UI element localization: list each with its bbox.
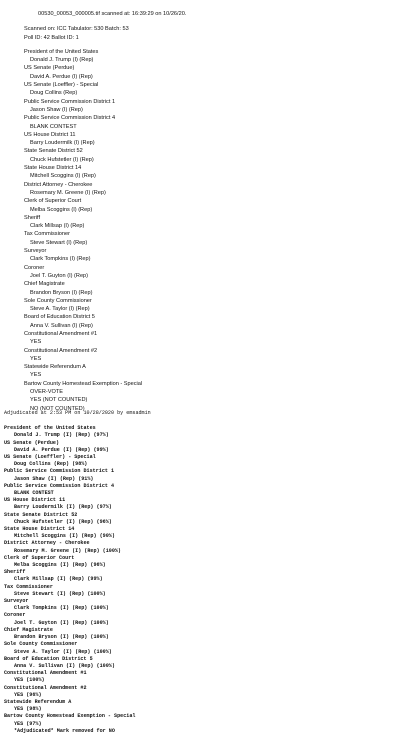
contest-choice: YES [30, 339, 42, 346]
contest-choice: Donald J. Trump (I) (Rep) [30, 57, 94, 64]
contest-title: Constitutional Amendment #2 [4, 684, 87, 691]
contest-choice: YES (97%) [14, 720, 42, 727]
contest-title: Public Service Commission District 1 [4, 468, 115, 475]
contest-title: Clerk of Superior Court [4, 554, 75, 561]
contest-title: Constitutional Amendment #1 [4, 670, 87, 677]
contest-choice: YES [30, 372, 42, 379]
contest-title: President of the United States [4, 425, 96, 432]
contest-choice: Rosemary M. Greene (I) (Rep) [30, 189, 106, 196]
adjudication-stamp: Adjudicated at 2:53 PM on 10/28/2020 by emsadmin [4, 410, 151, 416]
contest-title: District Attorney - Cherokee [24, 181, 93, 188]
contest-choice: YES (96%) [14, 691, 42, 698]
contest-title: District Attorney - Cherokee [4, 540, 90, 547]
contest-title: Surveyor [4, 598, 29, 605]
contest-choice: Joel T. Guyton (I) (Rep) (100%) [14, 619, 109, 626]
contest-choice: Brandon Bryson (I) (Rep) (100%) [14, 634, 109, 641]
contest-title: Surveyor [24, 248, 47, 255]
contest-choice: BLANK CONTEST [14, 490, 54, 497]
contest-choice: Melba Scoggins (I) (Rep) (96%) [14, 562, 106, 569]
contest-choice: Steve A. Taylor (I) (Rep) (100%) [14, 648, 112, 655]
contest-choice: YES [30, 355, 42, 362]
contest-choice: Barry Loudermilk (I) (Rep) (97%) [14, 504, 112, 511]
contest-choice: BLANK CONTEST [30, 123, 77, 130]
contest-choice: Donald J. Trump (I) (Rep) (97%) [14, 432, 109, 439]
contest-title: US House District 11 [4, 497, 66, 504]
contest-title: Tax Commissioner [24, 231, 71, 238]
contest-title: Sheriff [24, 214, 41, 221]
contest-choice: Clark Millsap (I) (Rep) (99%) [14, 576, 103, 583]
scanned-on-line: Scanned on: ICC Tabulator: 530 Batch: 53 [24, 26, 129, 33]
contest-title: State House District 14 [4, 526, 75, 533]
contest-title: Sole County Commissioner [4, 641, 78, 648]
adjudication-contest-list [4, 425, 396, 735]
contest-title: Statewide Referendum A [24, 364, 86, 371]
contest-choice: Doug Collins (Rep) (98%) [14, 461, 88, 468]
contest-title: Chief Magistrate [4, 626, 53, 633]
contest-choice: Joel T. Guyton (I) (Rep) [30, 272, 89, 279]
contest-title: US Senate (Perdue) [4, 439, 60, 446]
contest-title: President of the United States [24, 48, 99, 55]
contest-choice: YES (98%) [14, 706, 42, 713]
contest-title: Board of Education District 5 [24, 314, 95, 321]
contest-choice: YES (NOT COUNTED) [30, 397, 88, 404]
contest-title: US House District 11 [24, 131, 76, 138]
contest-choice: Chuck Hufstetler (I) (Rep) [30, 156, 94, 163]
contest-choice: Steve A. Taylor (I) (Rep) [30, 306, 90, 313]
contest-choice: Jason Shaw (I) (Rep) (91%) [14, 475, 94, 482]
contest-choice: Doug Collins (Rep) [30, 90, 78, 97]
adjudication-section [4, 410, 396, 735]
contest-choice: OVER-VOTE [30, 389, 63, 396]
contest-title: Sheriff [4, 569, 26, 576]
poll-id-line: Poll ID: 42 Ballot ID: 1 [24, 34, 79, 41]
contest-title: Public Service Commission District 4 [4, 482, 115, 489]
contest-choice: Melba Scoggins (I) (Rep) [30, 206, 93, 213]
contest-title: Coroner [24, 264, 45, 271]
scan-header: 00530_00053_000005.tif scanned at: 16:39:29 on 10/26/20. [38, 11, 187, 17]
contest-title: Sole County Commissioner [24, 297, 92, 304]
contest-title: Public Service Commission District 1 [24, 98, 116, 105]
contest-title: Coroner [4, 612, 26, 619]
contest-title: Constitutional Amendment #1 [24, 330, 98, 337]
contest-choice: Rosemary M. Greene (I) (Rep) (100%) [14, 547, 121, 554]
contest-title: Constitutional Amendment #2 [24, 347, 98, 354]
contest-title: Bartow County Homestead Exemption - Special [24, 380, 143, 387]
contest-choice: YES (100%) [14, 677, 45, 684]
contest-title: US Senate (Loeffler) - Special [24, 82, 99, 89]
contest-choice: David A. Perdue (I) (Rep) (99%) [14, 446, 109, 453]
contest-title: Tax Commissioner [4, 583, 53, 590]
contest-title: Board of Education District 5 [4, 655, 93, 662]
contest-choice: NO (NOT COUNTED) [30, 405, 85, 412]
scan-contest-list [24, 48, 384, 413]
contest-choice: Clark Millsap (I) (Rep) [30, 223, 85, 230]
contest-choice: Anna V. Sullivan (I) (Rep) [30, 322, 93, 329]
contest-choice: Chuck Hufstetler (I) (Rep) (96%) [14, 518, 112, 525]
contest-title: Public Service Commission District 4 [24, 115, 116, 122]
contest-title: Chief Magistrate [24, 281, 65, 288]
contest-choice: Jason Shaw (I) (Rep) [30, 106, 83, 113]
contest-choice: *Adjudicated* Mark removed for NO [14, 727, 115, 734]
contest-title: State Senate District 52 [24, 148, 83, 155]
contest-title: Clerk of Superior Court [24, 198, 82, 205]
contest-title: Statewide Referendum A [4, 698, 72, 705]
contest-title: US Senate (Perdue) [24, 65, 75, 72]
contest-choice: Clark Tompkins (I) (Rep) [30, 256, 91, 263]
contest-choice: Brandon Bryson (I) (Rep) [30, 289, 93, 296]
contest-title: State House District 14 [24, 165, 82, 172]
contest-choice: Steve Stewart (I) (Rep) (100%) [14, 590, 106, 597]
contest-title: State Senate District 52 [4, 511, 78, 518]
contest-choice: Steve Stewart (I) (Rep) [30, 239, 88, 246]
contest-choice: Mitchell Scoggins (I) (Rep) (90%) [14, 533, 115, 540]
contest-choice: Clark Tompkins (I) (Rep) (100%) [14, 605, 109, 612]
scan-section [24, 10, 384, 413]
contest-choice: Barry Loudermilk (I) (Rep) [30, 140, 95, 147]
contest-choice: Anna V. Sullivan (I) (Rep) (100%) [14, 662, 115, 669]
contest-title: US Senate (Loeffler) - Special [4, 454, 96, 461]
contest-choice: David A. Perdue (I) (Rep) [30, 73, 93, 80]
contest-choice: Mitchell Scoggins (I) (Rep) [30, 173, 96, 180]
contest-title: Bartow County Homestead Exemption - Special [4, 713, 136, 720]
